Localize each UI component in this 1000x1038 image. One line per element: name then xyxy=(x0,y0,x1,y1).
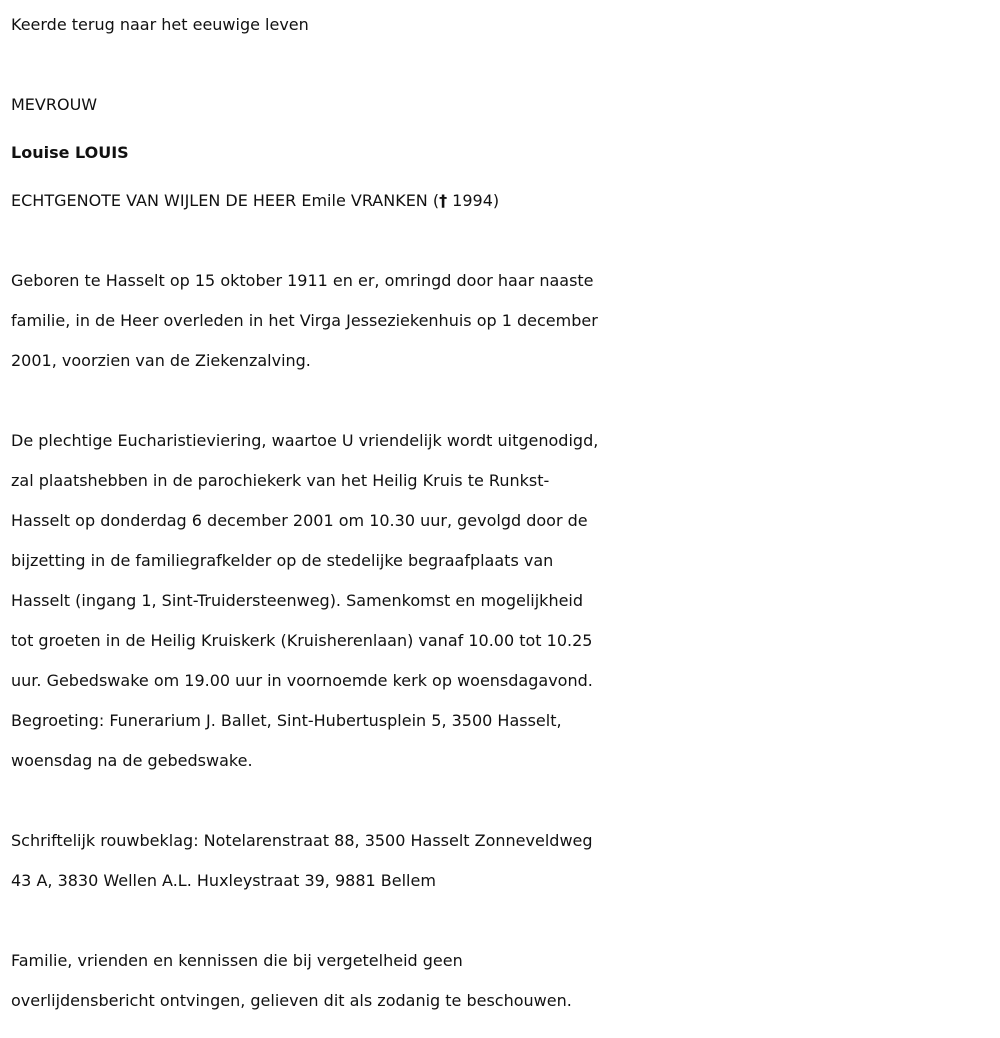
paragraph-line: uur. Gebedswake om 19.00 uur in voornoemde kerk op woensdagavond. xyxy=(11,671,593,690)
spouse-prefix: ECHTGENOTE VAN WIJLEN DE HEER Emile VRANKEN ( xyxy=(11,191,440,210)
paragraph-line: woensdag na de gebedswake. xyxy=(11,751,253,770)
spouse-suffix: 1994) xyxy=(447,191,500,210)
obituary-document xyxy=(11,5,996,1021)
condolences-paragraph xyxy=(11,821,996,901)
paragraph-line: 2001, voorzien van de Ziekenzalving. xyxy=(11,351,311,370)
ceremony-paragraph xyxy=(11,421,996,781)
paragraph-line: Schriftelijk rouwbeklag: Notelarenstraat 88, 3500 Hasselt Zonneveldweg xyxy=(11,831,593,850)
notice-paragraph xyxy=(11,941,996,1021)
paragraph-line: zal plaatshebben in de parochiekerk van het Heilig Kruis te Runkst- xyxy=(11,471,550,490)
paragraph-line: De plechtige Eucharistieviering, waartoe U vriendelijk wordt uitgenodigd, xyxy=(11,431,599,450)
paragraph-line: Hasselt op donderdag 6 december 2001 om 10.30 uur, gevolgd door de xyxy=(11,511,588,530)
paragraph-line: overlijdensbericht ontvingen, gelieven dit als zodanig te beschouwen. xyxy=(11,991,572,1010)
paragraph-line: Geboren te Hasselt op 15 oktober 1911 en er, omringd door haar naaste xyxy=(11,271,594,290)
cross-icon: † xyxy=(439,191,448,210)
paragraph-line: bijzetting in de familiegrafkelder op de stedelijke begraafplaats van xyxy=(11,551,554,570)
paragraph-line: Begroeting: Funerarium J. Ballet, Sint-Hubertusplein 5, 3500 Hasselt, xyxy=(11,711,562,730)
deceased-name: Louise LOUIS xyxy=(11,143,129,162)
spouse-line xyxy=(11,181,996,221)
intro-line: Keerde terug naar het eeuwige leven xyxy=(11,15,309,34)
birth-paragraph xyxy=(11,261,996,381)
paragraph-line: 43 A, 3830 Wellen A.L. Huxleystraat 39, 9881 Bellem xyxy=(11,871,436,890)
paragraph-line: tot groeten in de Heilig Kruiskerk (Kruisherenlaan) vanaf 10.00 tot 10.25 xyxy=(11,631,593,650)
paragraph-line: familie, in de Heer overleden in het Virga Jesseziekenhuis op 1 december xyxy=(11,311,598,330)
paragraph-line: Familie, vrienden en kennissen die bij vergetelheid geen xyxy=(11,951,463,970)
salutation: MEVROUW xyxy=(11,95,98,114)
paragraph-line: Hasselt (ingang 1, Sint-Truidersteenweg). Samenkomst en mogelijkheid xyxy=(11,591,584,610)
